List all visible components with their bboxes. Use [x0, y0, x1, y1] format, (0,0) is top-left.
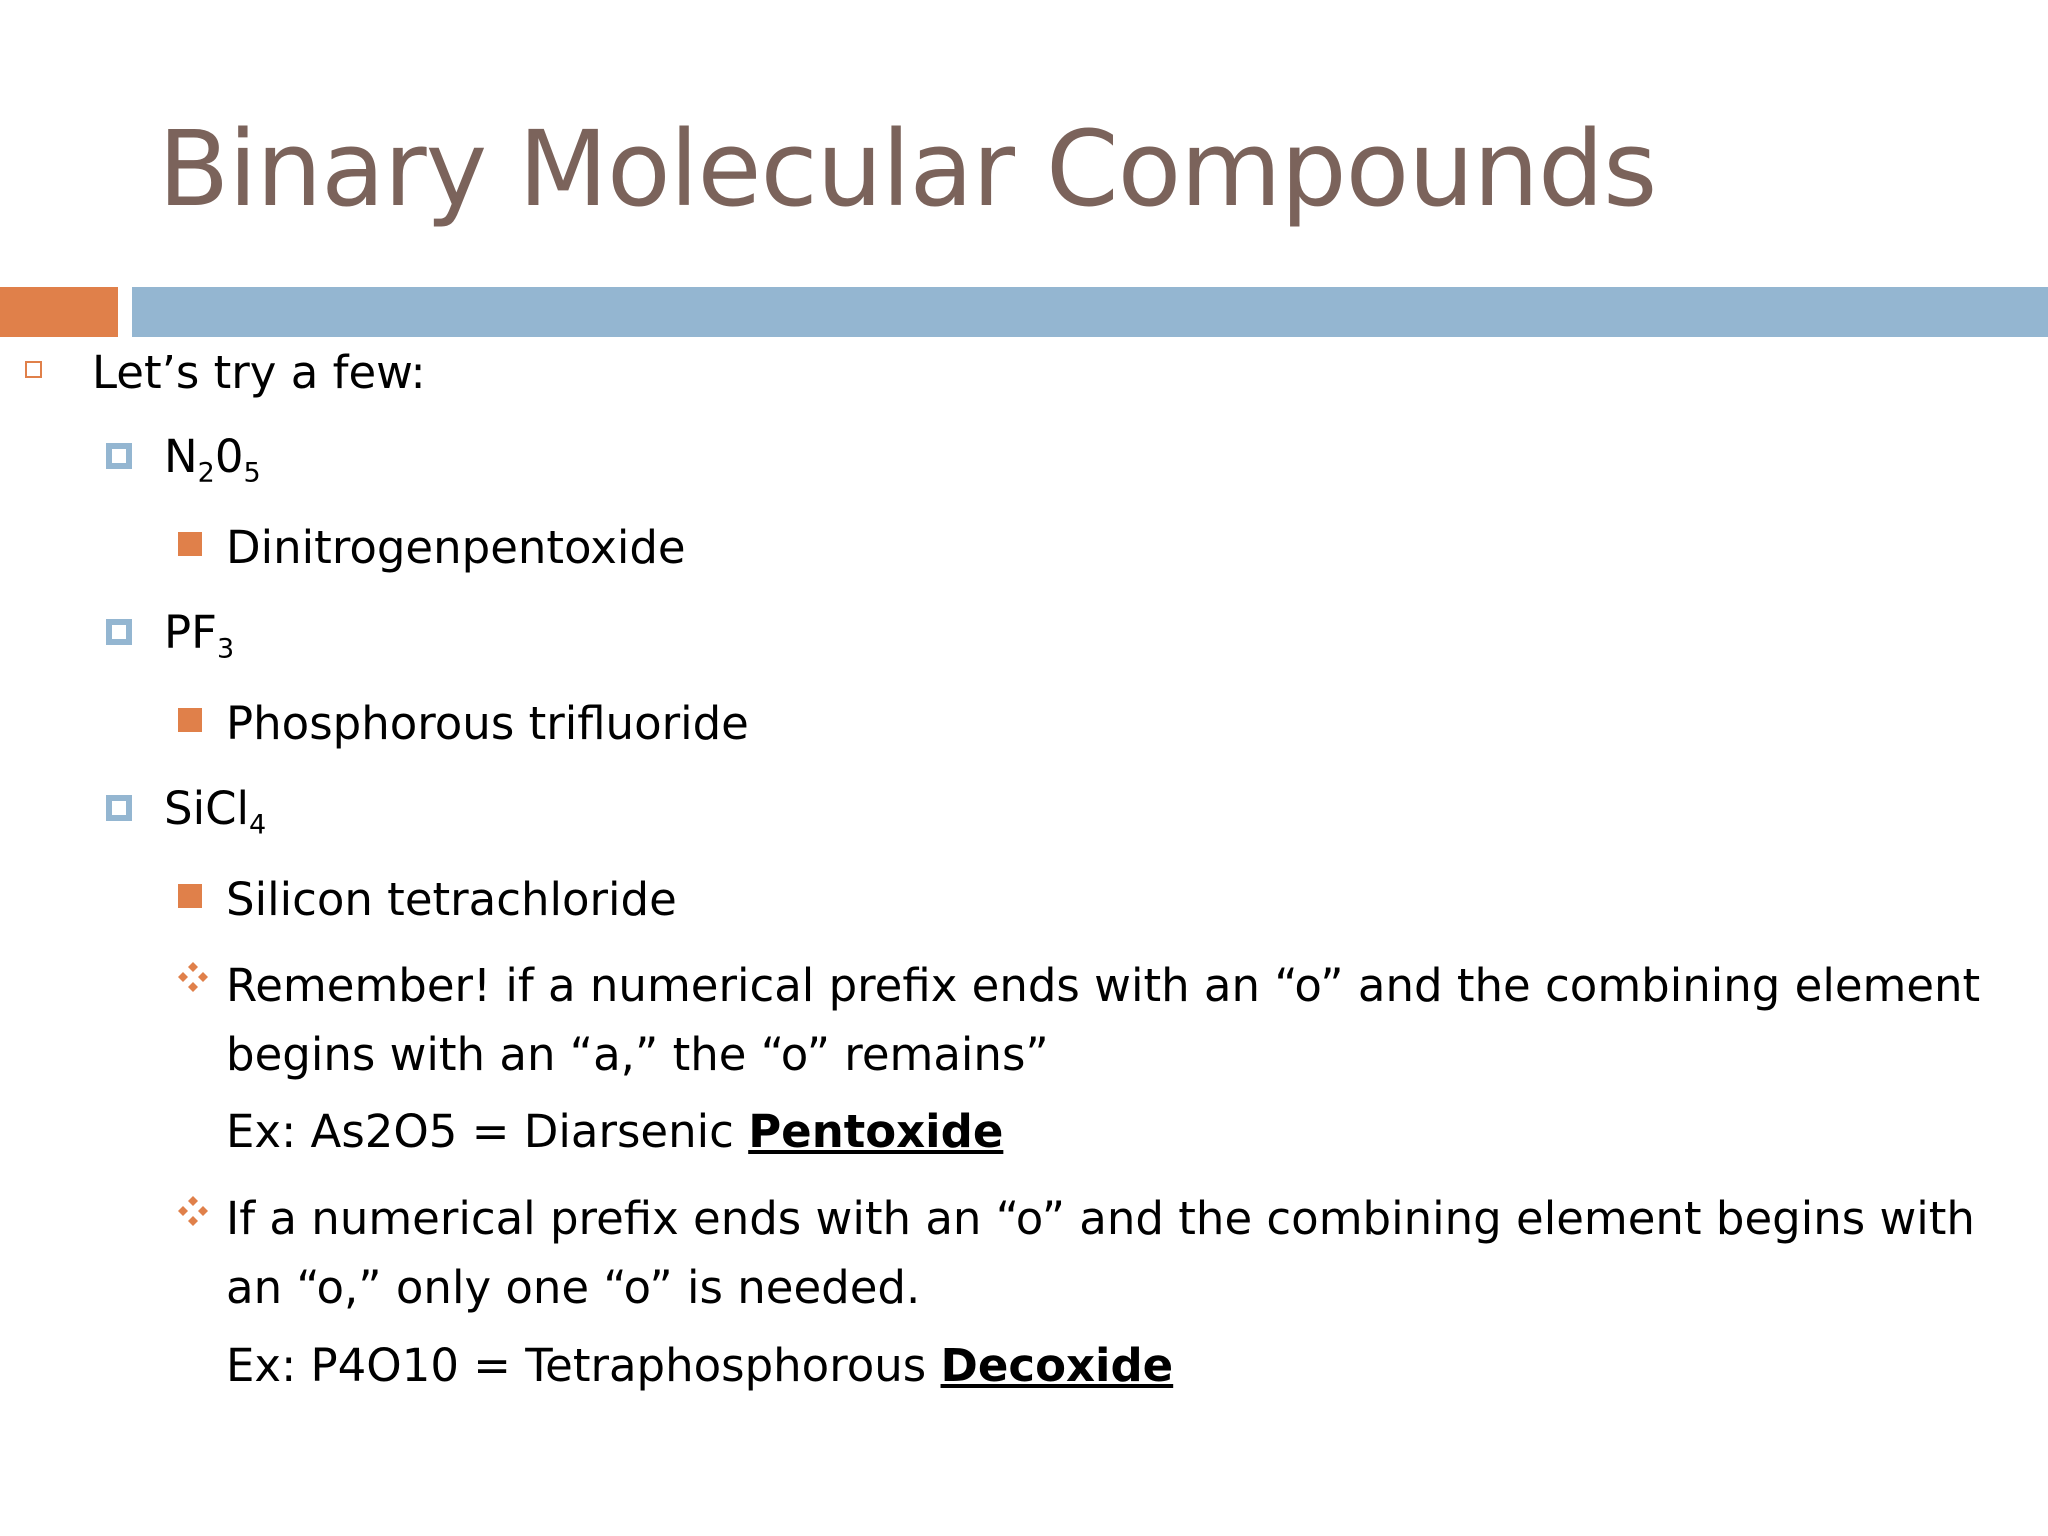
example-line: [226, 1339, 1173, 1392]
compound-formula-pf3: [164, 606, 235, 665]
formula-part: N: [164, 430, 198, 483]
note-text: Remember! if a numerical prefix ends with an “o” and the combining element begins with an “a,” the “o” remains”: [226, 959, 1981, 1081]
hollow-square-bullet-icon: [25, 361, 42, 378]
intro-text: Let’s try a few:: [92, 346, 426, 399]
example-emphasis: Pentoxide: [748, 1105, 1004, 1158]
formula-subscript: 3: [217, 633, 235, 665]
blue-square-bullet-icon: [106, 619, 132, 645]
example-text: Ex: As2O5 = Diarsenic: [226, 1105, 749, 1158]
formula-part: SiCl: [164, 782, 249, 835]
compound-formula-n2o5: [164, 430, 261, 489]
example-emphasis: Decoxide: [940, 1339, 1174, 1392]
accent-bar-blue: [132, 287, 2048, 337]
orange-square-bullet-icon: [178, 532, 202, 556]
orange-square-bullet-icon: [178, 884, 202, 908]
accent-bar-orange: [0, 287, 118, 337]
compound-name: Silicon tetrachloride: [226, 873, 677, 926]
compound-formula-sicl4: [164, 782, 267, 841]
blue-square-bullet-icon: [106, 443, 132, 469]
compound-name: Phosphorous trifluoride: [226, 697, 749, 750]
orange-square-bullet-icon: [178, 708, 202, 732]
example-text: Ex: P4O10 = Tetraphosphorous: [226, 1339, 941, 1392]
formula-part: PF: [164, 606, 218, 659]
slide-title: Binary Molecular Compounds: [158, 108, 1657, 230]
formula-subscript: 5: [243, 457, 261, 489]
compound-name: Dinitrogenpentoxide: [226, 521, 686, 574]
formula-subscript: 4: [249, 809, 267, 841]
note-text: If a numerical prefix ends with an “o” and the combining element begins with an “o,” only one “o” is needed.: [226, 1192, 1975, 1314]
formula-part: 0: [214, 430, 244, 483]
blue-square-bullet-icon: [106, 795, 132, 821]
diamond-bullet-icon: [176, 960, 210, 994]
diamond-bullet-icon: [176, 1194, 210, 1228]
example-line: [226, 1105, 1003, 1158]
formula-subscript: 2: [197, 457, 215, 489]
